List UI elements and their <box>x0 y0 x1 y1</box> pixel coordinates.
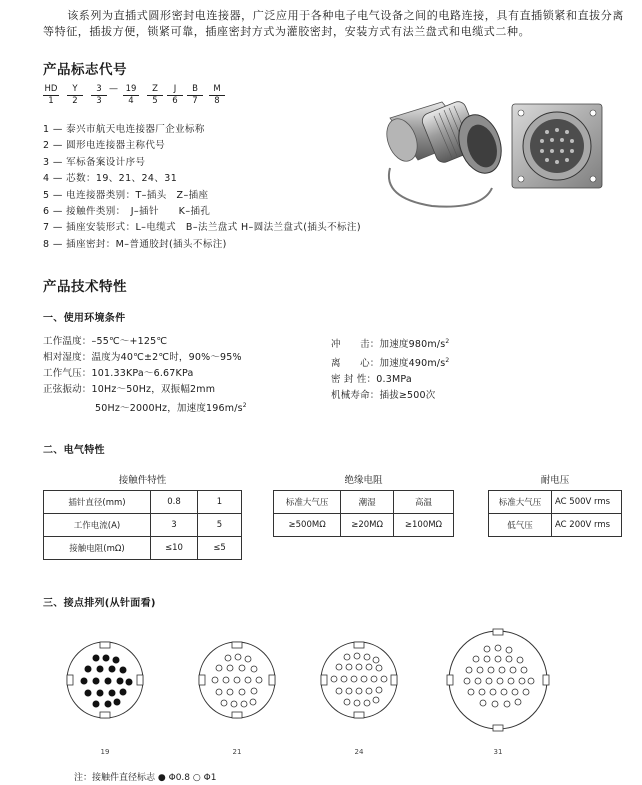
insulation-table <box>273 490 454 537</box>
table-cell: ≥100MΩ <box>393 514 453 537</box>
table-cell: 0.8 <box>151 491 198 514</box>
table-cell: 1 <box>198 491 242 514</box>
table-row <box>489 514 622 537</box>
table-cell: 5 <box>198 514 242 537</box>
filled-dot-icon: ● <box>157 773 166 783</box>
tech-title: 产品技术特性 <box>43 279 127 295</box>
voltage-table <box>488 490 622 537</box>
code-cell: HD 1 <box>44 84 58 106</box>
env-item: 离 心：加速度$490m/s^2$ <box>331 357 450 370</box>
table-row <box>274 491 454 514</box>
code-dash: — <box>109 84 118 94</box>
contact-table-block <box>43 472 242 560</box>
table-row <box>44 514 242 537</box>
legend-item: 6 — 接触件类别： J–插针 K–插孔 <box>43 206 211 218</box>
connector-photo <box>372 88 612 218</box>
env-conditions-right <box>331 334 611 404</box>
code-cell: 3 3 <box>91 84 107 106</box>
note-small-label: Φ1 <box>203 773 217 783</box>
pin-layout-label: 24 <box>354 748 364 756</box>
pin-layout-19 <box>60 630 150 730</box>
table-cell: 接触电阻(mΩ) <box>44 537 151 560</box>
table-header-cell: 潮湿 <box>341 491 394 514</box>
pin-layout-21 <box>192 630 282 730</box>
table-row <box>489 491 622 514</box>
code-cell: 19 4 <box>123 84 139 106</box>
pin-layout-31 <box>443 622 553 738</box>
layout-title: 三、接点排列(从针面看) <box>43 598 156 609</box>
env-item: 正弦振动：10Hz～50Hz，双振幅2mm <box>43 384 216 395</box>
env-item: 密 封 性：0.3MPa <box>331 374 412 386</box>
note-text: 注：接触件直径标志 <box>74 773 156 783</box>
env-item: 工作气压：101.33KPa～6.67KPa <box>43 368 194 379</box>
table-cell: ≥20MΩ <box>341 514 394 537</box>
table-header-cell: 标准大气压 <box>274 491 341 514</box>
intro-paragraph: 该系列为直插式圆形密封电连接器，广泛应用于各种电子电气设备之间的电路连接，具有直插锁紧和直拔分离等特征，插拔方便，锁紧可靠，插座密封方式为灌胶密封，安装方式有法兰盘式和电缆式二种。 <box>43 9 624 38</box>
pin-layout-24 <box>314 630 404 730</box>
insulation-table-block <box>273 472 454 537</box>
pin-layout-label: 31 <box>493 748 503 756</box>
hollow-dot-icon: ○ <box>192 773 201 783</box>
pin-layout-label: 19 <box>100 748 110 756</box>
code-cell: Z 5 <box>147 84 163 106</box>
code-cell: Y 2 <box>67 84 83 106</box>
marking-title: 产品标志代号 <box>43 62 127 78</box>
table-cell: 工作电流(A) <box>44 514 151 537</box>
env-item: 机械寿命：插拔≥500次 <box>331 390 436 402</box>
insulation-table-title: 绝缘电阻 <box>344 475 383 486</box>
table-cell: 低气压 <box>489 514 552 537</box>
env-item: 冲 击：加速度$980m/s^2$ <box>331 338 450 351</box>
voltage-table-block <box>488 472 622 537</box>
table-cell: ≥500MΩ <box>274 514 341 537</box>
env-item: 相对湿度：温度为40℃±2℃时，90%～95% <box>43 352 242 363</box>
table-header-cell: 高温 <box>393 491 453 514</box>
code-cell: M 8 <box>209 84 225 106</box>
table-cell: ≤5 <box>198 537 242 560</box>
legend-item: 2 — 圆形电连接器主称代号 <box>43 140 166 152</box>
env-item: 工作温度：–55℃～+125℃ <box>43 336 168 347</box>
table-cell: 插针直径(mm) <box>44 491 151 514</box>
table-row <box>44 537 242 560</box>
env-title: 一、使用环境条件 <box>43 313 126 324</box>
legend-item: 8 — 插座密封：M–普通胶封(插头不标注) <box>43 238 227 250</box>
note-large-label: Φ0.8 <box>168 773 191 783</box>
table-cell: AC 200V rms <box>552 514 622 537</box>
voltage-table-title: 耐电压 <box>540 475 570 486</box>
pin-diameter-note <box>74 770 216 783</box>
table-cell: 标准大气压 <box>489 491 552 514</box>
table-row <box>44 491 242 514</box>
elec-title: 二、电气特性 <box>43 445 105 456</box>
table-cell: ≤10 <box>151 537 198 560</box>
code-diagram <box>43 84 243 108</box>
code-cell: J 6 <box>167 84 183 106</box>
table-row <box>274 514 454 537</box>
env-conditions-left <box>43 334 333 417</box>
contact-table-title: 接触件特性 <box>118 475 167 486</box>
legend-item: 1 — 泰兴市航天电连接器厂企业标称 <box>43 124 205 135</box>
contact-table <box>43 490 242 560</box>
env-item-continued: 50Hz～2000Hz，加速度$196m/s^2$ <box>95 402 247 415</box>
legend-item: 3 — 军标备案设计序号 <box>43 156 146 168</box>
legend-item: 5 — 电连接器类别：T–插头 Z–插座 <box>43 189 209 201</box>
code-cell: B 7 <box>187 84 203 106</box>
pin-layout-label: 21 <box>232 748 242 756</box>
table-cell: 3 <box>151 514 198 537</box>
legend-item: 4 — 芯数：19、21、24、31 <box>43 173 178 185</box>
legend-item: 7 — 插座安装形式：L–电缆式 B–法兰盘式 H–圆法兰盘式(插头不标注) <box>43 222 361 234</box>
table-cell: AC 500V rms <box>552 491 622 514</box>
